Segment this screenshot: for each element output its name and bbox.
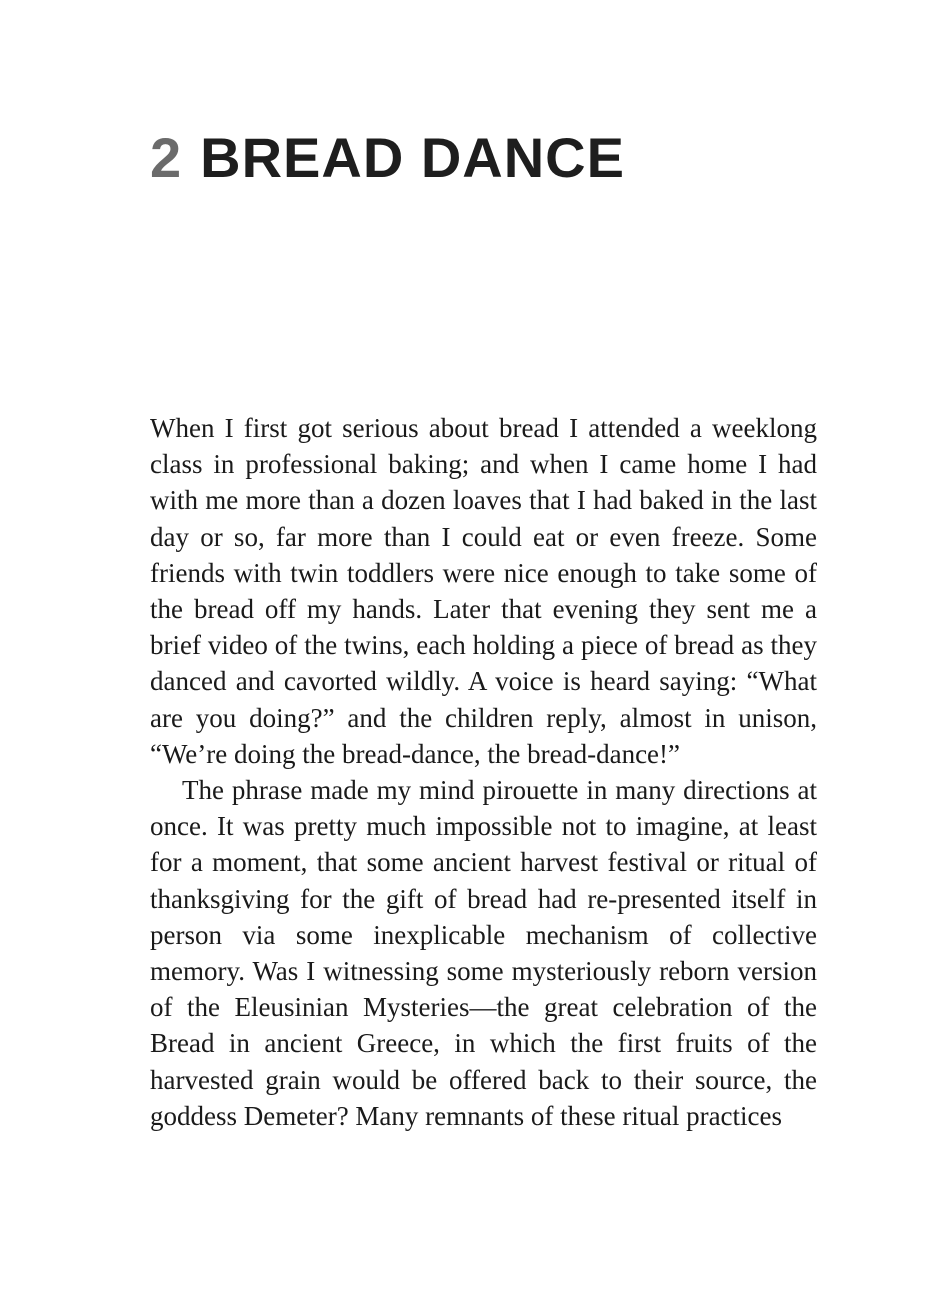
chapter-heading <box>150 122 625 194</box>
chapter-number: 2 <box>150 126 183 189</box>
chapter-title: BREAD DANCE <box>200 126 625 189</box>
paragraph-2: The phrase made my mind pirouette in many directions at once. It was pretty much impossible not to imagine, at least for a moment, that some ancient harvest festival or ritual of thanksgiving for the gift of bread had re-presented itself in person via some inexplicable mechanism of collective memory. Was I witnessing some mysteriously reborn version of the Eleusinian Mysteries—the great celebration of the Bread in ancient Greece, in which the first fruits of the harvested grain would be offered back to their source, the goddess Demeter? Many remnants of these ritual practices <box>150 775 817 1131</box>
paragraph-1: When I first got serious about bread I attended a weeklong class in professional baking; and when I came home I had with me more than a dozen loaves that I had baked in the last day or so, far more than I could eat or even freeze. Some friends with twin toddlers were nice enough to take some of the bread off my hands. Later that evening they sent me a brief video of the twins, each holding a piece of bread as they danced and cavorted wildly. A voice is heard saying: “What are you doing?” and the children reply, almost in unison, “We’re doing the bread-dance, the bread-dance!” <box>150 413 817 769</box>
chapter-body <box>150 410 817 1134</box>
